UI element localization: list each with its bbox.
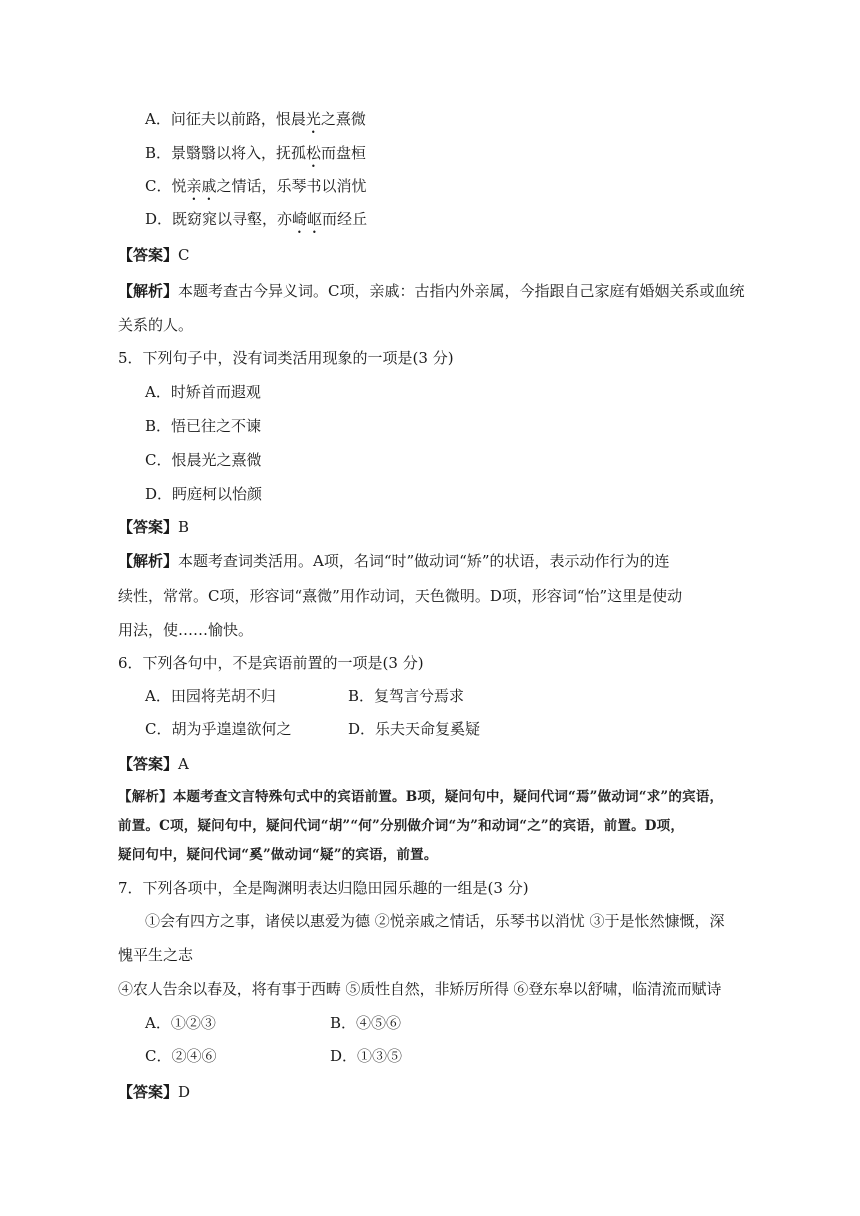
q4-option-d xyxy=(145,209,367,237)
option-text: 之熹微 xyxy=(320,110,366,128)
q5-analysis-line-2: 续性，常常。C项，形容词“熹微”用作动词，天色微明。D项，形容词“怡”这里是使动 xyxy=(118,587,683,605)
q6-option-c: C．胡为乎遑遑欲何之 xyxy=(145,720,292,738)
analysis-text: 本题考查古今异义词。C项，亲戚：古指内外亲属，今指跟自己家庭有婚姻关系或血统 xyxy=(178,282,745,300)
analysis-text: 本题考查文言特殊句式中的宾语前置。B项，疑问句中，疑问代词“焉”做动词“求”的宾语， xyxy=(172,789,724,805)
answer-label: 【答案】 xyxy=(118,246,179,264)
answer-value: D xyxy=(178,1083,191,1101)
analysis-label: 【解析】 xyxy=(118,552,179,570)
q5-option-b: B．悟已往之不谏 xyxy=(145,417,262,435)
q5-option-a: A．时矫首而遐观 xyxy=(145,383,261,401)
q7-items-line-2: 愧平生之志 xyxy=(118,946,194,964)
q5-answer xyxy=(118,517,189,537)
q6-option-d: D．乐夫天命复奚疑 xyxy=(348,720,481,738)
q6-stem: 6．下列各句中，不是宾语前置的一项是(3 分) xyxy=(118,654,424,672)
q7-items-line-1: ①会有四方之事，诸侯以惠爱为德 ②悦亲戚之情话，乐琴书以消忧 ③于是怅然慷慨，深 xyxy=(145,912,725,930)
option-text: 而盘桓 xyxy=(321,144,367,162)
q6-analysis-line-3: 疑问句中，疑问代词“奚”做动词“疑”的宾语，前置。 xyxy=(118,847,438,863)
option-text: 而经丘 xyxy=(322,210,368,228)
q6-option-b: B．复驾言兮焉求 xyxy=(348,687,465,705)
answer-value: A xyxy=(178,755,189,773)
q4-option-b xyxy=(145,143,366,171)
q7-option-b: B．④⑤⑥ xyxy=(330,1014,402,1032)
q7-stem: 7．下列各项中，全是陶渊明表达归隐田园乐趣的一组是(3 分) xyxy=(118,879,529,897)
q7-option-d: D．①③⑤ xyxy=(330,1047,403,1065)
option-text: 之情话，乐琴书以消忧 xyxy=(216,177,367,195)
q5-analysis-line-1 xyxy=(118,551,670,571)
q5-stem: 5．下列句子中，没有词类活用现象的一项是(3 分) xyxy=(118,349,454,367)
option-text: C．悦 xyxy=(145,177,187,195)
q5-option-c: C．恨晨光之熹微 xyxy=(145,451,262,469)
emphasized-word: 松 xyxy=(306,144,322,162)
emphasized-word: 亲戚 xyxy=(186,177,217,195)
q4-analysis-line-1 xyxy=(118,281,745,301)
q6-analysis-line-1 xyxy=(118,787,723,807)
analysis-label: 【解析】 xyxy=(118,789,173,805)
emphasized-word: 光 xyxy=(305,110,321,128)
q4-analysis-line-2: 关系的人。 xyxy=(118,316,194,334)
q6-analysis-line-2: 前置。C项，疑问句中，疑问代词“胡”“何”分别做介词“为”和动词“之”的宾语，前置。D项， xyxy=(118,818,685,834)
q4-option-a xyxy=(145,109,366,137)
answer-label: 【答案】 xyxy=(118,1083,179,1101)
emphasized-word: 崎岖 xyxy=(292,210,323,228)
answer-label: 【答案】 xyxy=(118,518,179,536)
option-text: A．问征夫以前路，恨晨 xyxy=(145,110,306,128)
q7-items-line-3: ④农人告余以春及，将有事于西畴 ⑤质性自然，非矫厉所得 ⑥登东皋以舒啸，临清流而赋诗 xyxy=(118,980,722,998)
q6-answer xyxy=(118,754,189,774)
analysis-label: 【解析】 xyxy=(118,282,179,300)
analysis-text: 本题考查词类活用。A项，名词“时”做动词“矫”的状语，表示动作行为的连 xyxy=(178,552,670,570)
q6-option-a: A．田园将芜胡不归 xyxy=(145,687,276,705)
q4-option-c xyxy=(145,176,367,204)
q7-option-c: C．②④⑥ xyxy=(145,1047,217,1065)
q4-answer xyxy=(118,245,190,265)
answer-value: B xyxy=(178,518,190,536)
q7-answer xyxy=(118,1082,190,1102)
q7-option-a: A．①②③ xyxy=(145,1014,216,1032)
option-text: B．景翳翳以将入，抚孤 xyxy=(145,144,307,162)
q5-analysis-line-3: 用法，使……愉快。 xyxy=(118,621,254,639)
option-text: D．既窈窕以寻壑，亦 xyxy=(145,210,293,228)
q5-option-d: D．眄庭柯以怡颜 xyxy=(145,485,263,503)
answer-value: C xyxy=(178,246,190,264)
answer-label: 【答案】 xyxy=(118,755,179,773)
